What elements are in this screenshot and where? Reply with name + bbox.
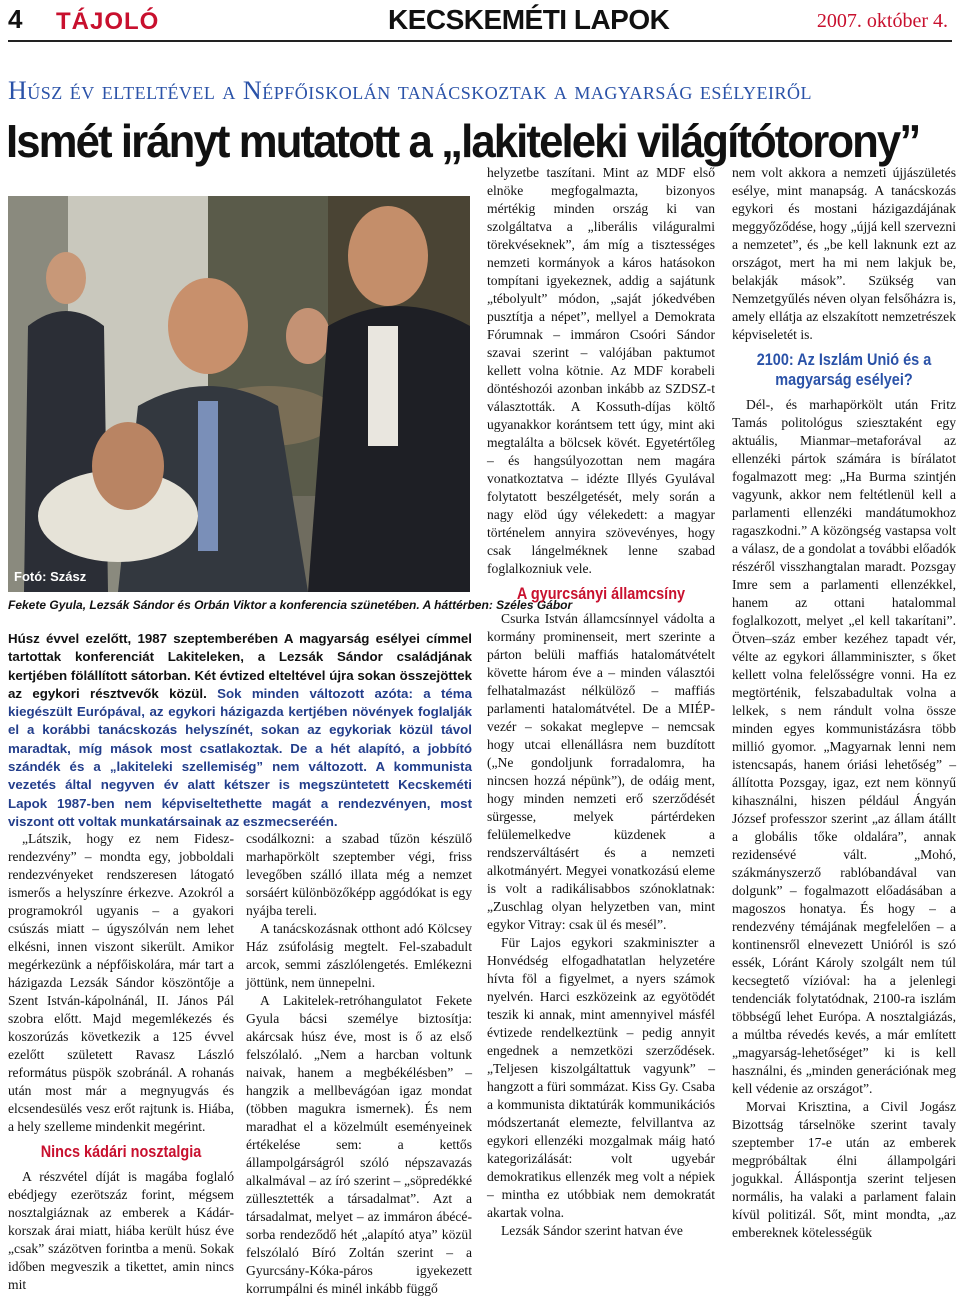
paragraph: Csurka István államcsínnyel vádolta a kormány prominenseit, mert szerinte a párton belüli maffiás hatalomátvételt követte három éve a – minden választói felhatalmazást nélkülöző – maffiás parlamenti hatalomátvétel. De a MIÉP-vezér – sokakat meglepve – nemcsak hogy utcai ellenállásra nem buzdított („Ne gondoljunk forradalomra, ha nincsen hozzá népünk”), de odáig ment, hogy minden nemzeti erő szerződését sürgesse, melyek pártérdeken felülemelkedve küzdenek a rendszerváltásért és a nemzeti alkotmányért. Megyei vonatkozású eleme is volt a radikálisabbos szónoklatnak: „Zuschlag olyan helyzetben van, mint egykor Vitray: csak ül és mesél”. — [487, 611, 715, 932]
kicker: Húsz év elteltével a Népfőiskolán tanácskoztak a magyarság esélyeiről — [8, 76, 813, 105]
photo-caption: Fekete Gyula, Lezsák Sándor és Orbán Viktor a konferencia szünetében. A háttérben: Széles Gábor — [8, 598, 573, 612]
paragraph: Dél-, és marhapörkölt után Fritz Tamás politológus sziesztaként egy aktuális, Mianmar–metaforával az ellenzéki pártok számára is bírálatot fogalmazott meg: „Ha Burma szintjén vagyunk, akkor nem feltétlenül kell a parlamenti ellenzéki mandátumokhoz ragaszkodni.” A közöngség vastapsa volt a válasz, de a gondolat a további előadók részéről visszhangtalan maradt. Pozsgay Imre sem a parlamenti ellenzékkel, hanem az ottani hatalommal foglalkozott, melyet „el kell takarítani”. Ötven–száz ember kezéhez tapadt vér, vélte az egykori államminiszter, s őket kellett volna felelősségre vonni. Ha ez megtörténik, felszabadultak volna a lelkek, s nem rándult volna össze minden egyes kommunistázásra több millió gyomor. „Magyarnak lenni nem istencsapás, hanem óriási lehetőség” – állította Pozsgay, igaz, ezt nem könnyű kihasználni, hiszen például Ángyán József professzor szerint „az állam átállt a globális tőke oldalára”, annak rezidensévé vált. „Mohó, szákmányszerző rablóbandával van dolgunk” – fogalmazott előadásában a magoszos honatya. És hogy – a rendezvény témájának megfelelően – a kontinensről elnevezett Unióról is szó essék, Lóránt Károly szolgált nem túl kecsegtető vízióval: ha a jelenlegi tendenciák folytatódnak, 2100-ra iszlám többségű lehet Európa. A nosztalgiázás, a múltba révedés kevés, a már említett „magyarság-lehetőséget” ki is kell használni, és „minden generációnak meg kell védenie az országot”. — [732, 397, 956, 1096]
column-3 — [487, 164, 715, 1240]
column-2 — [246, 830, 472, 1298]
paragraph: Für Lajos egykori szakminiszter a Honvédség elfogadhatatlan helyzetére hívta föl a figyelmet, a nyers számok nyelvén. Harci eszközeink az egyötödét teszik ki annak, mint amennyivel másfél évtizede rendelkeztünk – pedig annyit engednek a nemzetközi szerződések. „Teljesen kiszolgáltattuk vagyunk” – hangzott a füri sommázat. Kiss Gy. Csaba a kommunista diktatúrák kommunikációs módszertanát elemezte, felvillantva az egykori ellenzéki mozgalmak máig ható kategorizálását: volt ugyebár demokratikus ellenzék meg volt a népiek – mintha ez utóbbiak nem demokratát akartak volna. — [487, 935, 715, 1220]
lead-text: Húsz évvel ezelőtt, 1987 szeptemberében A magyarság esélyei címmel tartottak konferenciát Lakiteleken, a Lezsák Sándor családjának kertjében fölállított sátorban. Két évtized elteltével újra sokan összejöttek az egykori résztvevők közül. — [8, 631, 472, 701]
issue-date: 2007. október 4. — [816, 10, 948, 32]
masthead-rule — [8, 40, 952, 42]
page-number: 4 — [8, 4, 23, 34]
lead-text-blue: Sok minden változott azóta: a téma kiegészült Európával, az egykori házigazda kertjében növények foglalják el a korábbi tanácskozás helyszínét, sokan az egykoriak közül távol maradtak, míg mások most csatlakoztak. De a hét alapító, a jobbító szándék és a „lakiteleki szellemiség” nem változott. A kommunista vezetés által negyven év alatt kétszer is megszüntetett Kecskeméti Lapok 1987-ben nem képviseltethette magát a rendezvényen, most viszont ott voltak munkatársainak az eszmecseréén. — [8, 685, 472, 829]
paragraph: csodálkozni: a szabad tűzön készülő marhapörkölt szeptember végi, friss levegőben szálló illata még a nemzet sorsáért különbözőképp aggódókat is egy nyájba tereli. — [246, 831, 472, 918]
paragraph: A tanácskozásnak otthont adó Kölcsey Ház zsúfolásig megtelt. Fel-szabadult arcok, semmi zászlólengetés. Emlékezni jöttünk, nem ünnepelni. — [246, 921, 472, 990]
paragraph: Morvai Krisztina, a Civil Jogász Bizottság társelnöke szerint tavaly szeptember 17-e után az emberek megpróbáltak élni állampolgári jogukkal. Álláspontja szerint teljesen normális, ha valaki a parlament falain kívül politizál. Sőt, mint mondta, „az embereknek kötelességük — [732, 1099, 956, 1240]
paragraph: „Látszik, hogy ez nem Fidesz-rendezvény” – mondta egy, jobboldali rendezvényeket rendszeresen látogató ismerős a helyszínre érkezve. Azokról a programokról ugyanis – a gyakori csúszás miatt – úgyszólván nem lehet elkésni, innen viszont sikerült. Amikor megérkezünk a népfőiskolára, már tart a házigazda Lezsák Sándor köszöntője a Szent István-kápolnánál, II. János Pál szobra előtt. Majd megemlékezés és koszorúzás következik a 125 évvel ezelőtt született Ravasz László református püspök szobránál. A rohanás után most már a megnyugvás és elcsendesülés vesz erőt rajtunk is. Hiába, a hely szelleme mindenkit megérint. — [8, 831, 234, 1134]
photo-image — [8, 196, 470, 592]
subheading: A gyurcsányi államcsíny — [516, 584, 686, 603]
newspaper-logo: KECSKEMÉTI LAPOK — [388, 4, 670, 35]
masthead — [8, 4, 952, 38]
column-1 — [8, 830, 234, 1294]
paragraph: nem volt akkora a nemzeti újjászületés esélye, mint manapság. A tanácskozás egykori és mostani házigazdájának meggyőződése, hogy „újjá kell szervezni a nemzetet”, és „be kell laknunk ezt az országot, mert ha mi nem lakjuk be, belakják mások”. Szükség van Nemzetgyűlés néven olyan felsőházra is, amely ellátja az elszakított nemzetrészek képviseletét is. — [732, 165, 956, 342]
headline: Ismét irányt mutatott a „lakiteleki világítótorony” — [6, 115, 920, 167]
subheading: Nincs kádári nosztalgia — [40, 1142, 202, 1161]
paragraph: A részvétel díját is magába foglaló ebédjegy ezerötszáz forint, mégsem nosztalgiáznak az emberek a Kádár-korszak árai miatt, hiába került húsz éve „csak” százötven forintba a menü. Sokak időben megveszik a tikettet, amin nincs mit — [8, 1169, 234, 1292]
paragraph: A Lakitelek-retróhangulatot Fekete Gyula bácsi személye biztosítja: akárcsak húsz éve, most is ő az első felszólaló. „Nem a harcban voltunk naivak, hanem a megbékélésben” – hangzik a mellbevágóan igaz mondat (többen magukra ismernek). És nem maradhat el a közelmúlt eseményeinek értékelése sem: a kettős állampolgárságról szóló népszavazás alkalmával – az író szerint – „söpredékké züllesztették a társadalmat”. Azt a társadalmat, melyet – az immáron ábécé-sorba rendeződő hét „alapító atya” közül felszólaló Bíró Zoltán szerint – a Gyurcsány-Kóka-páros igyekezett korrumpálni és minél inkább függő — [246, 993, 472, 1296]
paragraph: Lezsák Sándor szerint hatvan éve — [501, 1223, 683, 1238]
paragraph: helyzetbe taszítani. Mint az MDF első elnöke megfogalmazta, bizonyos mértékig minden ország ki van szolgáltatva a „liberális világuralmi törekvéseknek”, ám míg a tisztességes nemzeti kormányok a káros hatásokon tompítani igyekeznek, addig a sajátunk „tébolyult” módon, „saját jókedvében pusztítja a népet”, mellyel a Demokrata Fórumnak – immáron Csoóri Sándor szavai szerint – valójában paktumot kellett volna kötnie. Az MDF korabeli döntéshozói azonban inkább az SZDSZ-t választották. A Kossuth-díjas költő ugyanakkor korántsem tett úgy, mint aki megtalálta a bölcsek kövét. Egyetértőleg – és hangsúlyozottan nem magára vonatkoztatva – idézte Illyés Gyulával folytatott beszélgetését, mely során a nagy elöd úgy vélekedett: a magyar történelem annyira szövevényes, hogy csak lángelméknek lenne szabad foglalkozniuk vele. — [487, 165, 715, 576]
column-4 — [732, 164, 956, 1242]
section-title: TÁJOLÓ — [56, 8, 160, 35]
subheading: 2100: Az Iszlám Unió és a magyarság esélyei? — [756, 350, 932, 389]
lead-paragraph — [8, 630, 472, 831]
photo-credit: Fotó: Szász — [14, 569, 87, 584]
article-photo — [8, 196, 470, 592]
